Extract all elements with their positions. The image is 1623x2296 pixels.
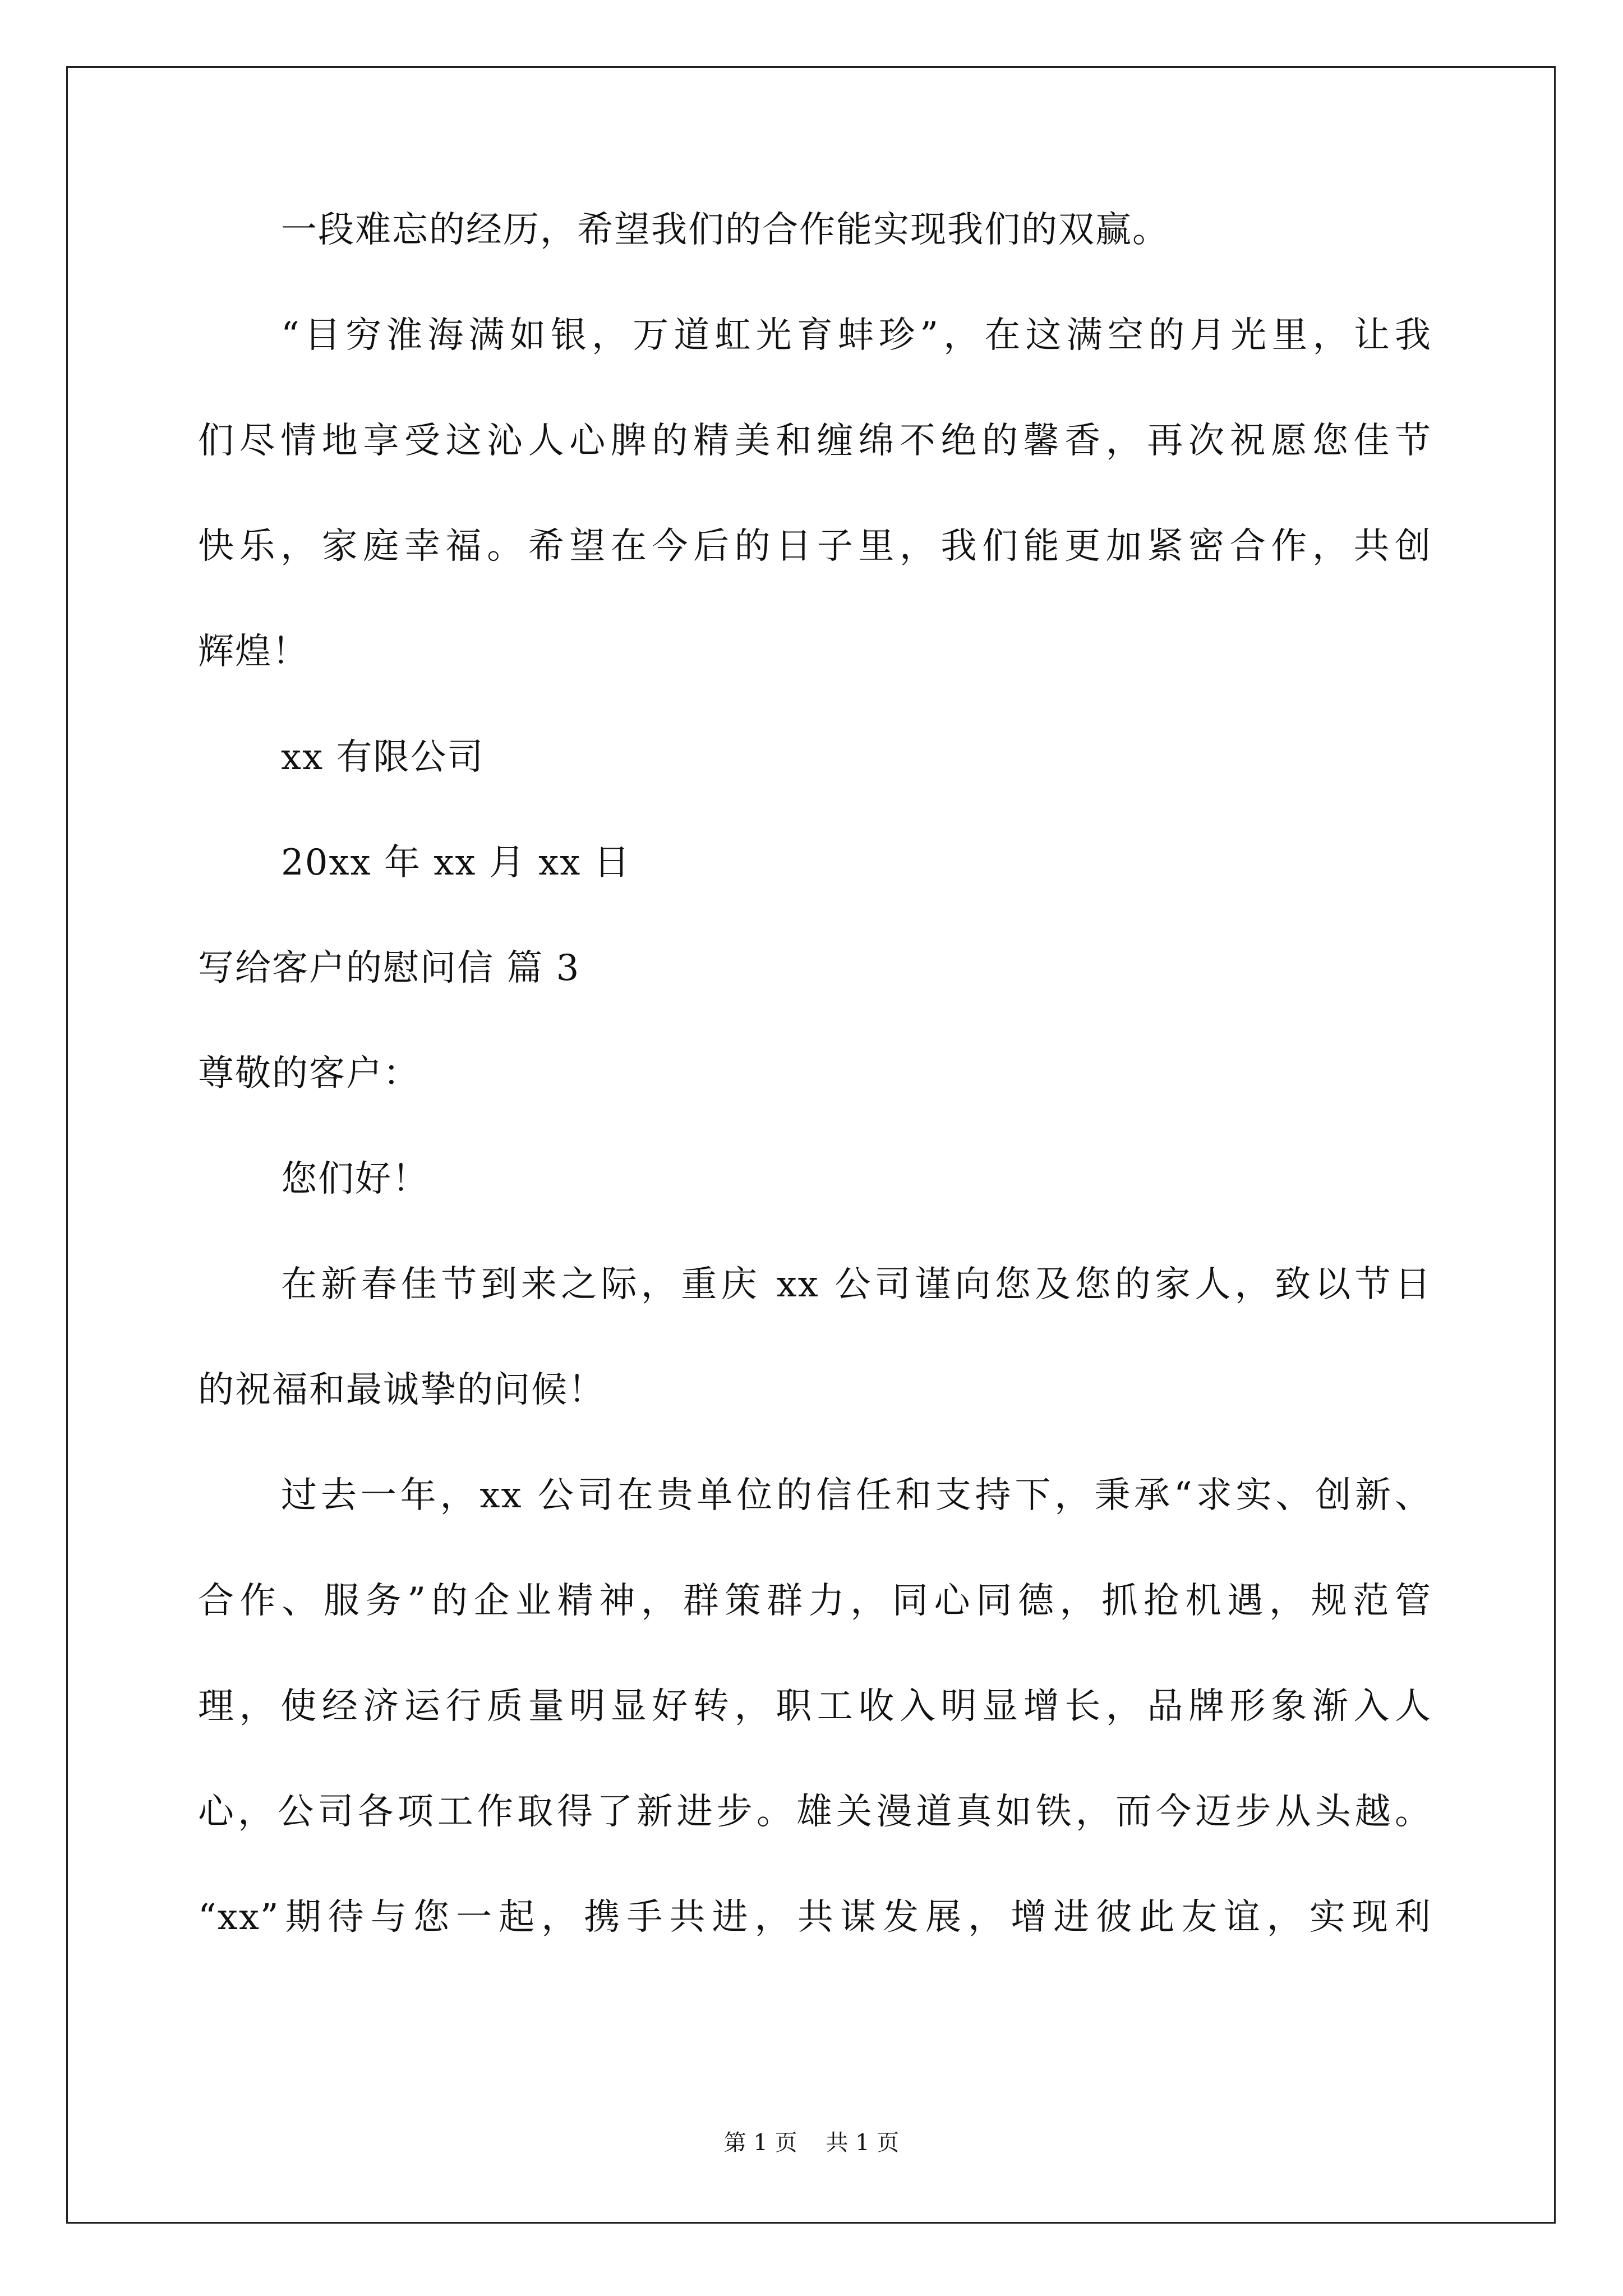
page-number: 第 1 页 共 1 页 [723, 2130, 900, 2156]
text-line: 合作、服务”的企业精神，群策群力，同心同德，抓抢机遇，规范管 [198, 1580, 1432, 1622]
text-line: “目穷淮海满如银，万道虹光育蚌珍”，在这满空的月光里，让我 [281, 315, 1432, 356]
text-line: 的祝福和最诚挚的问候！ [198, 1369, 605, 1411]
text-line: 理，使经济运行质量明显好转，职工收入明显增长，品牌形象渐入人 [198, 1686, 1432, 1727]
text-line: “xx”期待与您一起，携手共进，共谋发展，增进彼此友谊，实现利 [198, 1897, 1432, 1938]
salutation: 尊敬的客户： [198, 1053, 420, 1094]
text-line: 心，公司各项工作取得了新进步。雄关漫道真如铁，而今迈步从头越。 [198, 1791, 1432, 1833]
text-line: 一段难忘的经历，希望我们的合作能实现我们的双赢。 [281, 209, 1169, 251]
section-heading: 写给客户的慰问信 篇 3 [198, 947, 580, 989]
text-line: 快乐，家庭幸福。希望在今后的日子里，我们能更加紧密合作，共创 [198, 526, 1432, 567]
letter-date: 20xx 年 xx 月 xx 日 [281, 842, 631, 884]
greeting: 您们好！ [281, 1158, 429, 1200]
text-line: 们尽情地享受这沁人心脾的精美和缠绵不绝的馨香，再次祝愿您佳节 [198, 420, 1432, 462]
text-line: 过去一年，xx 公司在贵单位的信任和支持下，秉承“求实、创新、 [281, 1475, 1432, 1516]
text-line: 辉煌！ [198, 631, 309, 673]
company-name: xx 有限公司 [281, 737, 485, 778]
text-line: 在新春佳节到来之际，重庆 xx 公司谨向您及您的家人，致以节日 [281, 1264, 1432, 1305]
